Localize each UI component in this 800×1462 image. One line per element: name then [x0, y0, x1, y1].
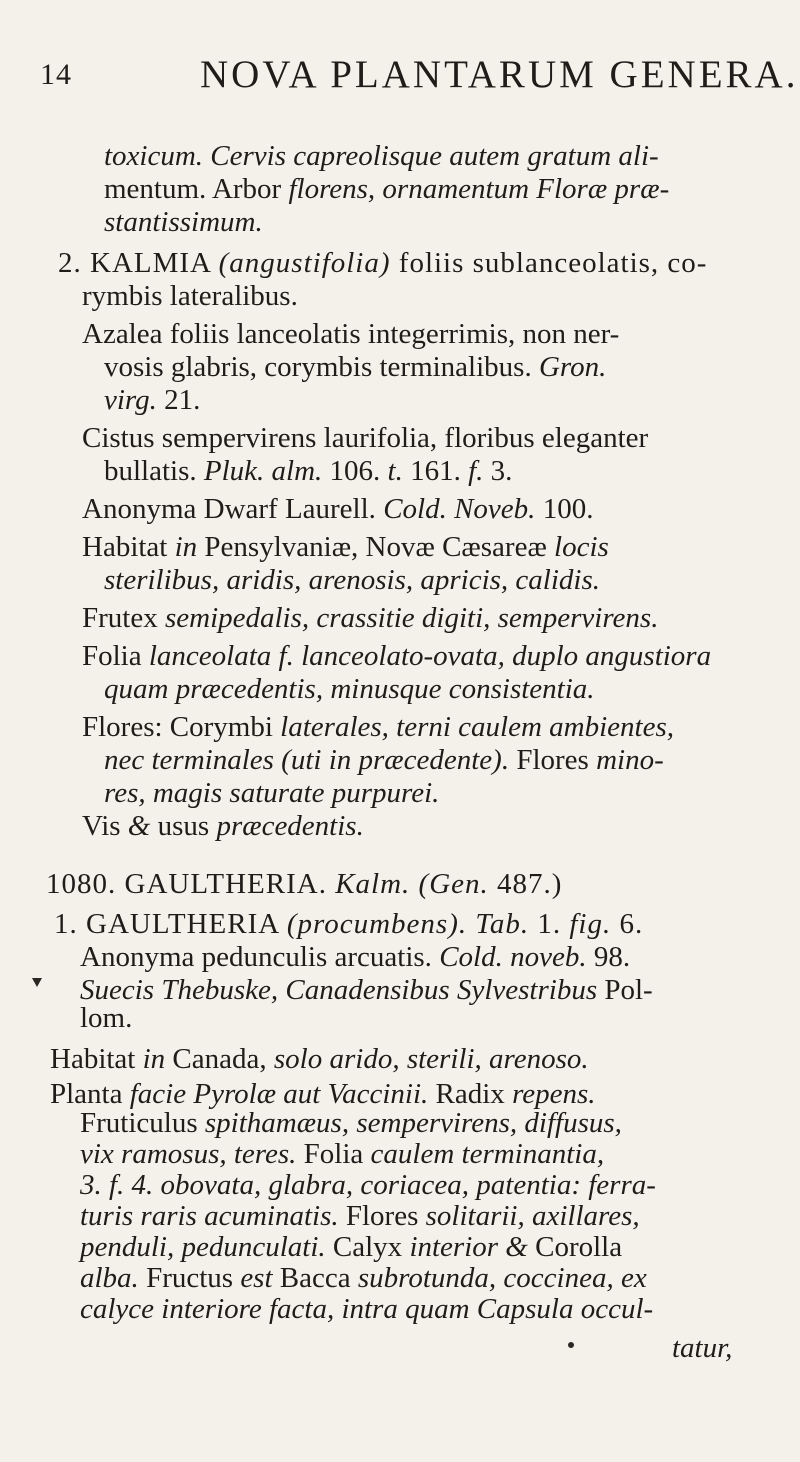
text-line: Flores: Corymbi laterales, terni caulem ambientes,: [82, 711, 675, 743]
text-line: toxicum. Cervis capreolisque autem gratum ali-: [104, 140, 659, 172]
text-line: Planta facie Pyrolæ aut Vaccinii. Radix repens.: [50, 1078, 596, 1110]
text-line: nec terminales (uti in præcedente). Flores mino-: [104, 744, 664, 776]
margin-mark: [30, 975, 44, 989]
page-number: 14: [40, 58, 72, 91]
text-line: vix ramosus, teres. Folia caulem terminantia,: [80, 1138, 605, 1170]
text-line: quam præcedentis, minusque consistentia.: [104, 673, 595, 705]
text-line: Fruticulus spithamæus, sempervirens, diffusus,: [80, 1107, 622, 1139]
text-line: Habitat in Canada, solo arido, sterili, arenoso.: [50, 1043, 589, 1075]
text-line: alba. Fructus est Bacca subrotunda, coccinea, ex: [80, 1262, 647, 1294]
text-line: Anonyma pedunculis arcuatis. Cold. noveb. 98.: [80, 941, 631, 973]
text-line: Habitat in Pensylvaniæ, Novæ Cæsareæ locis: [82, 531, 609, 563]
text-line: 3. f. 4. obovata, glabra, coriacea, patentia: ferra-: [80, 1169, 656, 1201]
text-line: penduli, pedunculati. Calyx interior & Corolla: [80, 1231, 623, 1263]
text-line: lom.: [80, 1002, 133, 1034]
genus-heading: 1080. GAULTHERIA. Kalm. (Gen. 487.): [46, 868, 563, 900]
text-line: rymbis lateralibus.: [82, 280, 298, 312]
text-line: calyce interiore facta, intra quam Capsula occul-: [80, 1293, 654, 1325]
ink-dot: [566, 1340, 576, 1350]
text-line: mentum. Arbor florens, ornamentum Floræ præ-: [104, 173, 670, 205]
text-line: Azalea foliis lanceolatis integerrimis, non ner-: [82, 318, 620, 350]
running-head: NOVA PLANTARUM GENERA.: [200, 53, 799, 96]
text-line: vosis glabris, corymbis terminalibus. Gron.: [104, 351, 607, 383]
text-line: bullatis. Pluk. alm. 106. t. 161. f. 3.: [104, 455, 513, 487]
text-line: stantissimum.: [104, 206, 263, 238]
text-line: Suecis Thebuske, Canadensibus Sylvestribus Pol-: [80, 974, 653, 1006]
catchword: tatur,: [672, 1332, 733, 1364]
text-line: Frutex semipedalis, crassitie digiti, sempervirens.: [82, 602, 659, 634]
text-line: Cistus sempervirens laurifolia, floribus eleganter: [82, 422, 649, 454]
text-line: virg. 21.: [104, 384, 201, 416]
text-line: sterilibus, aridis, arenosis, apricis, calidis.: [104, 564, 600, 596]
text-line: Anonyma Dwarf Laurell. Cold. Noveb. 100.: [82, 493, 594, 525]
text-line: Folia lanceolata f. lanceolato-ovata, duplo angustiora: [82, 640, 712, 672]
text-line: turis raris acuminatis. Flores solitarii, axillares,: [80, 1200, 640, 1232]
species-heading: 1. GAULTHERIA (procumbens). Tab. 1. fig. 6.: [54, 908, 644, 940]
page-header: [40, 52, 799, 112]
text-line: res, magis saturate purpurei.: [104, 777, 440, 809]
species-heading: 2. KALMIA (angustifolia) foliis sublanceolatis, co-: [58, 247, 708, 279]
text-line: Vis & usus præcedentis.: [82, 810, 364, 842]
